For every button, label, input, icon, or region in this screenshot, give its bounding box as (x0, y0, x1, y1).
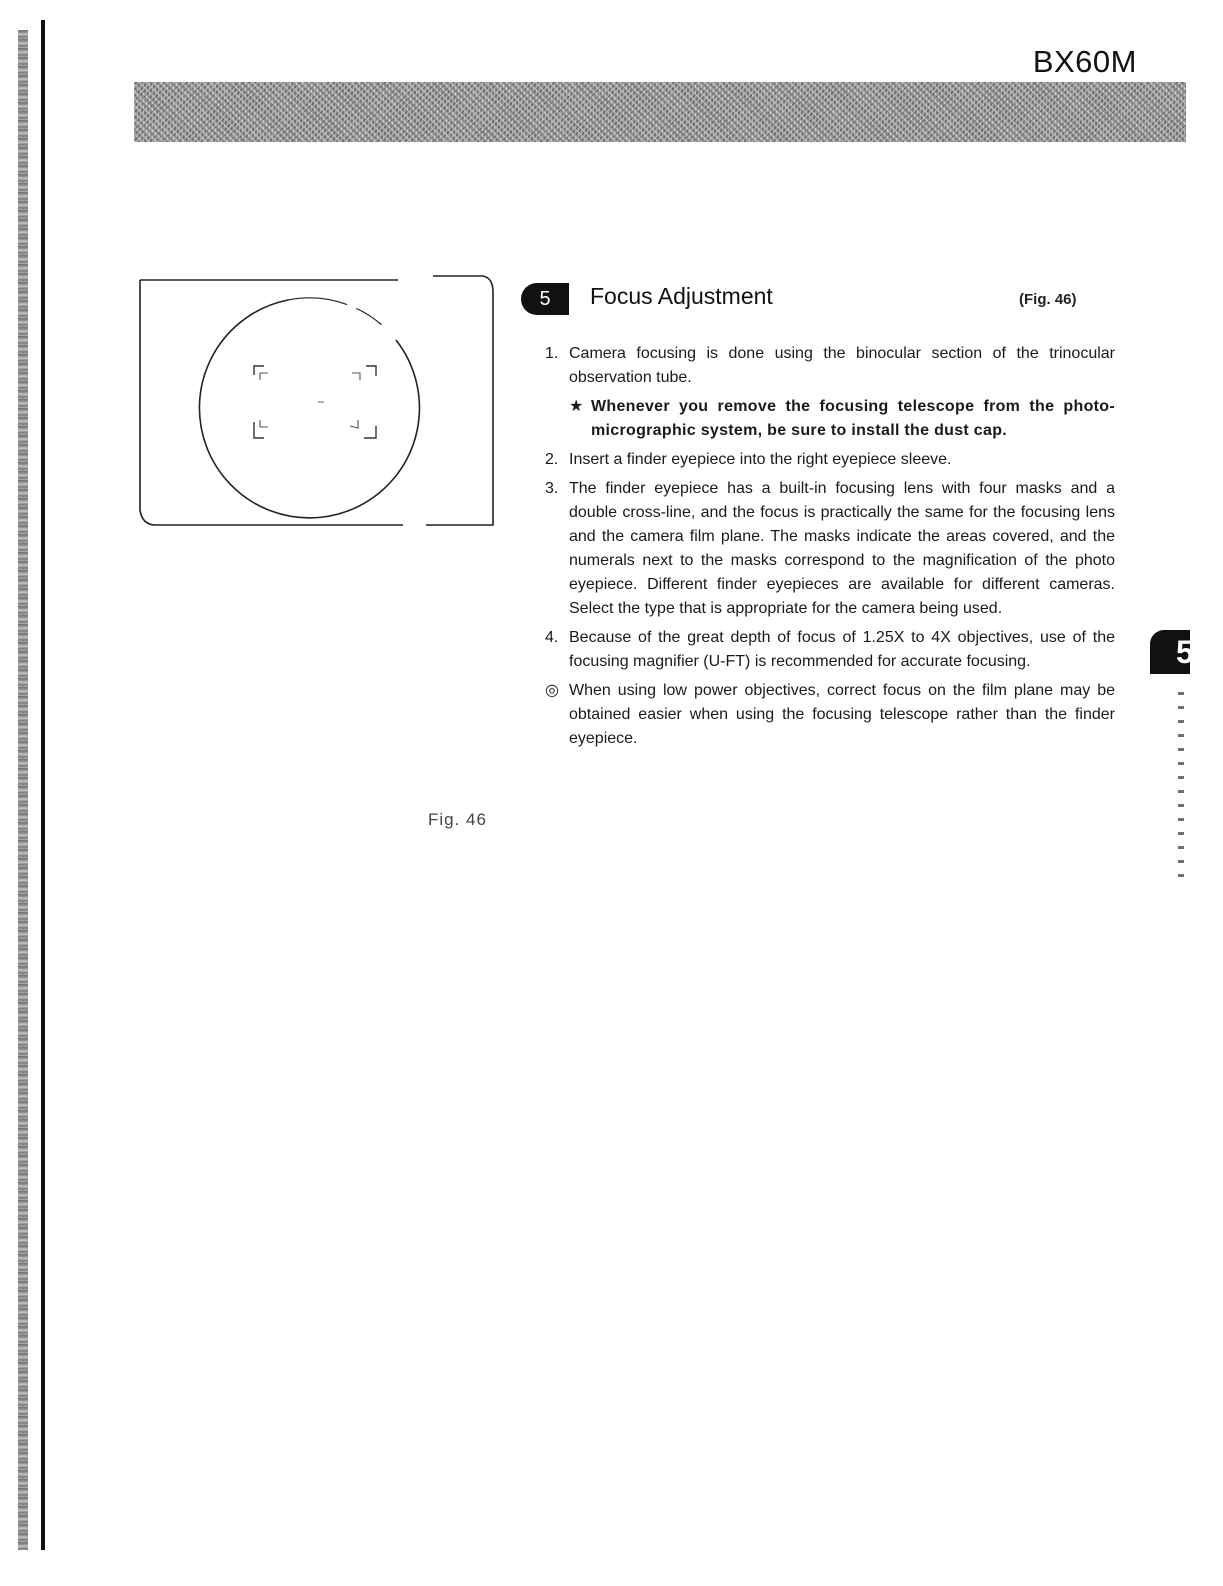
section-number-badge: 5 (521, 283, 569, 315)
finder-eyepiece-masks-diagram-icon (138, 270, 498, 540)
figure-caption: Fig. 46 (428, 810, 487, 829)
double-circle-icon: ◎ (545, 682, 559, 699)
model-name: BX60M (1032, 44, 1137, 79)
list-item (545, 626, 1115, 674)
step-number: 3. (545, 480, 559, 497)
list-item (545, 342, 1115, 390)
chapter-tab-label: 5 (1176, 634, 1194, 670)
step-text: Insert a finder eyepiece into the right eyepiece sleeve. (569, 451, 952, 468)
note-text: Whenever you remove the focusing telescope from the photo-micrographic system, be sure to install the dust cap. (591, 398, 1115, 439)
step-text: When using low power objectives, correct focus on the film plane may be obtained easier when using the focusing telescope rather than the finder eyepiece. (569, 682, 1115, 747)
figure-46 (138, 270, 498, 829)
section-title: Focus Adjustment (590, 283, 773, 309)
binding-edge (18, 30, 28, 1550)
list-item (545, 448, 1115, 472)
list-item (545, 679, 1115, 751)
step-text: The finder eyepiece has a built-in focusing lens with four masks and a double cross-line, and the focus is practically the same for the focusing lens and the camera film plane. The masks indicate the areas covered, and the numerals next to the masks correspond to the magnification of the photo eyepiece. Different finder eyepieces are available for different cameras. Select the type that is appropriate for the camera being used. (569, 480, 1115, 617)
instruction-list (545, 342, 1115, 756)
side-margin-text (1178, 692, 1184, 888)
list-item (545, 477, 1115, 621)
step-text: Because of the great depth of focus of 1.25X to 4X objectives, use of the focusing magnifier (U-FT) is recommended for accurate focusing. (569, 629, 1115, 670)
binding-line (41, 20, 45, 1550)
step-text: Camera focusing is done using the binocular section of the trinocular observation tube. (569, 345, 1115, 386)
header-bar (134, 82, 1186, 142)
figure-reference: (Fig. 46) (1019, 291, 1077, 308)
caution-note (569, 395, 1115, 443)
star-icon: ★ (569, 398, 584, 415)
step-number: 4. (545, 629, 559, 646)
step-number: 1. (545, 345, 559, 362)
step-number: 2. (545, 451, 559, 468)
